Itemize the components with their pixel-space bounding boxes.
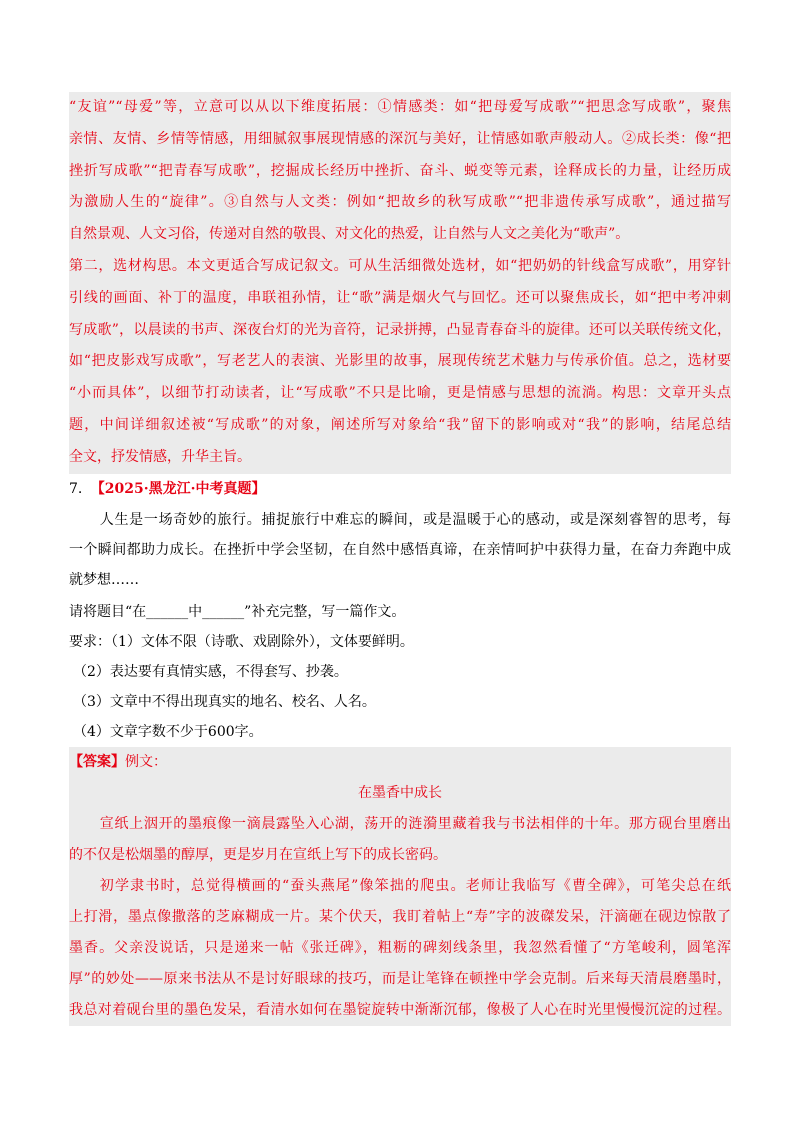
essay-paragraph: [69, 871, 731, 1026]
essay-title: 在墨香中成长: [358, 784, 442, 801]
analysis-line: 挫折写成歌”“把青春写成歌”，挖掘成长经历中挫折、奋斗、蜕变等元素，诠释成长的力量，让经历成: [69, 162, 731, 179]
analysis-line: 第二，选材构思。本文更适合写成记叙文。可从生活细微处选材，如“把奶奶的针线盒写成歌”，用穿针: [69, 257, 731, 274]
essay-line: 墨香。父亲没说话，只是递来一帖《张迁碑》，粗粝的碑刻线条里，我忽然看懂了“方笔峻利，圆笔浑: [69, 939, 731, 956]
analysis-line: “友谊”“母爱”等，立意可以从以下维度拓展：①情感类：如“把母爱写成歌”“把思念写成歌”，聚焦: [69, 99, 731, 115]
analysis-line: “小而具体”，以细节打动读者，让“写成歌”不只是比喻，更是情感与思想的流淌。构思：文章开头点: [69, 385, 731, 402]
question-number: 7.: [69, 480, 83, 497]
analysis-line: 自然景观、人文习俗，传递对自然的敬畏、对文化的热爱，让自然与人文之美化为“歌声”。: [69, 226, 630, 243]
analysis-panel: [69, 92, 731, 474]
requirement-item: （3）文章中不得出现真实的地名、校名、人名。: [73, 693, 376, 710]
requirement-item: （2）表达要有真情实感，不得套写、抄袭。: [73, 663, 348, 680]
answer-intro: 例文：: [125, 753, 167, 770]
question-instruction: 请将题目“在______中______”补充完整，写一篇作文。: [69, 603, 406, 620]
essay-paragraph: [69, 809, 731, 871]
answer-panel: [69, 747, 731, 1026]
essay-line: 宣纸上洇开的墨痕像一滴晨露坠入心湖，荡开的涟漪里藏着我与书法相伴的十年。那方砚台里磨出: [99, 815, 731, 832]
analysis-line: 亲情、友情、乡情等情感，用细腻叙事展现情感的深沉与美好，让情感如歌声般动人。②成长类：像“把: [69, 130, 731, 147]
question-source: 【2025·黑龙江·中考真题】: [90, 480, 266, 497]
question-block: [69, 474, 731, 747]
question-prompt: [69, 505, 731, 595]
analysis-line: 题，中间详细叙述被“写成歌”的对象，阐述所写对象给“我”留下的影响或对“我”的影响，结尾总结: [69, 416, 731, 433]
essay-line: 初学隶书时，总觉得横画的“蚕头燕尾”像笨拙的爬虫。老师让我临写《曹全碑》，可笔尖总在纸: [99, 877, 731, 894]
essay-line: 厚”的妙处——原来书法从不是讨好眼球的技巧，而是让笔锋在顿挫中学会克制。后来每天清晨磨墨时，: [69, 970, 731, 987]
question-header: [69, 474, 731, 504]
analysis-line: 如“把皮影戏写成歌”，写老艺人的表演、光影里的故事，展现传统艺术魅力与传承价值。总之，选材要: [69, 353, 731, 370]
answer-header: [69, 747, 731, 778]
essay-line: 的不仅是松烟墨的醇厚，更是岁月在宣纸上写下的成长密码。: [69, 846, 447, 863]
prompt-line: 人生是一场奇妙的旅行。捕捉旅行中难忘的瞬间，或是温暖于心的感动，或是深刻睿智的思考，每: [99, 511, 731, 528]
analysis-line: 写成歌”，以晨读的书声、深夜台灯的光为音符，记录拼搏，凸显青春奋斗的旋律。还可以关联传统文化，: [69, 321, 731, 338]
essay-line: 上打滑，墨点像撒落的芝麻糊成一片。某个伏天，我盯着帖上“寿”字的波磔发呆，汗滴砸在砚边惊散了: [69, 908, 731, 925]
requirement-item: （4）文章字数不少于600字。: [73, 723, 263, 740]
requirements-list: [69, 627, 731, 747]
analysis-line: 引线的画面、补丁的温度，串联祖孙情，让“歌”满是烟火气与回忆。还可以聚焦成长，如“把中考冲刺: [69, 289, 731, 306]
requirement-item: 要求：（1）文体不限（诗歌、戏剧除外），文体要鲜明。: [69, 633, 414, 650]
essay-line: 我总对着砚台里的墨色发呆，看清水如何在墨锭旋转中渐渐沉郁，像极了人心在时光里慢慢沉淀的过程。: [69, 1001, 731, 1018]
analysis-line: 全文，抒发情感，升华主旨。: [69, 448, 251, 465]
prompt-line: 就梦想……: [69, 571, 139, 588]
prompt-line: 一个瞬间都助力成长。在挫折中学会坚韧，在自然中感悟真谛，在亲情呵护中获得力量，在奋力奔跑中成: [69, 541, 731, 558]
analysis-line: 为激励人生的“旋律”。③自然与人文类：例如“把故乡的秋写成歌”“把非遗传承写成歌”，通过描写: [69, 194, 731, 211]
answer-label: 【答案】: [69, 753, 125, 770]
